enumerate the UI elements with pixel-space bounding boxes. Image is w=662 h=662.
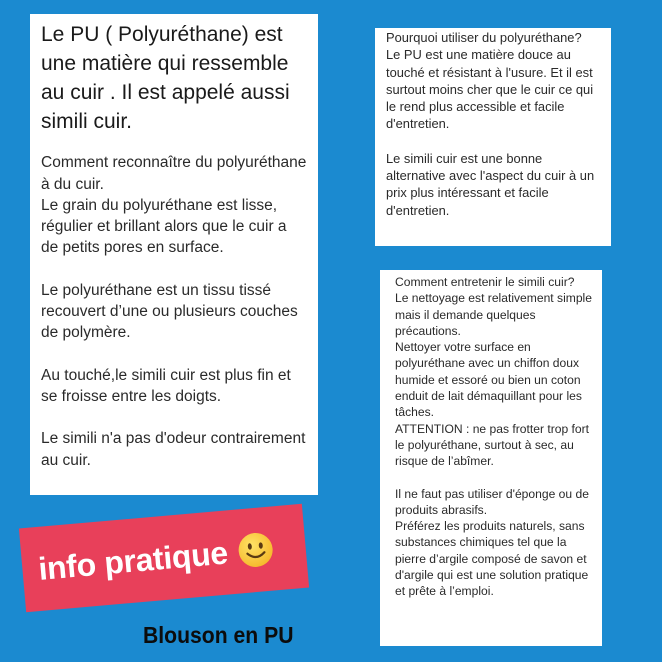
card-paragraph: Comment entretenir le simili cuir? Le nettoyage est relativement simple mais il demande quelques précautions. Nettoyer votre surface en polyuréthane avec un chiffon doux humide et essoré ou bien un coton enduit de lait démaquillant pour les tâches. ATTENTION : ne pas frotter trop fort le polyuréthane, surtout à sec, au risque de l’abîmer.	[395, 275, 592, 469]
right-top-text-card	[375, 28, 611, 246]
footer-caption: Blouson en PU	[143, 622, 294, 648]
card-heading: Le PU ( Polyuréthane) est une matière qui ressemble au cuir . Il est appelé aussi simili cuir.	[41, 23, 290, 133]
info-pratique-banner	[19, 504, 309, 612]
smiling-face-icon	[236, 530, 275, 569]
left-text-card	[30, 14, 318, 495]
card-paragraph: Comment reconnaître du polyuréthane à du cuir. Le grain du polyuréthane est lisse, régulier et brillant alors que le cuir a de petits pores en surface.	[41, 154, 307, 257]
right-bottom-text-card	[380, 270, 602, 646]
card-paragraph: Il ne faut pas utiliser d'éponge ou de produits abrasifs. Préférez les produits naturels, sans substances chimiques tel que la pierre d’argile composé de savon et d'argile qui est une solution pratique et prête à l’emploi.	[395, 486, 589, 599]
card-paragraph: Pourquoi utiliser du polyuréthane? Le PU est une matière douce au touché et résistant à l'usure. Et il est surtout moins cher que le cuir ce qui le rend plus accessible et facile d'entretien.	[386, 30, 594, 132]
card-paragraph: Le simili n'a pas d'odeur contrairement au cuir.	[41, 430, 306, 469]
card-paragraph: Au touché,le simili cuir est plus fin et se froisse entre les doigts.	[41, 366, 291, 405]
card-paragraph: Le polyuréthane est un tissu tissé recouvert d’une ou plusieurs couches de polymère.	[41, 281, 298, 342]
banner-label: info pratique	[36, 534, 230, 587]
card-paragraph: Le simili cuir est une bonne alternative avec l'aspect du cuir à un prix plus intéressant et facile d'entretien.	[386, 150, 595, 218]
